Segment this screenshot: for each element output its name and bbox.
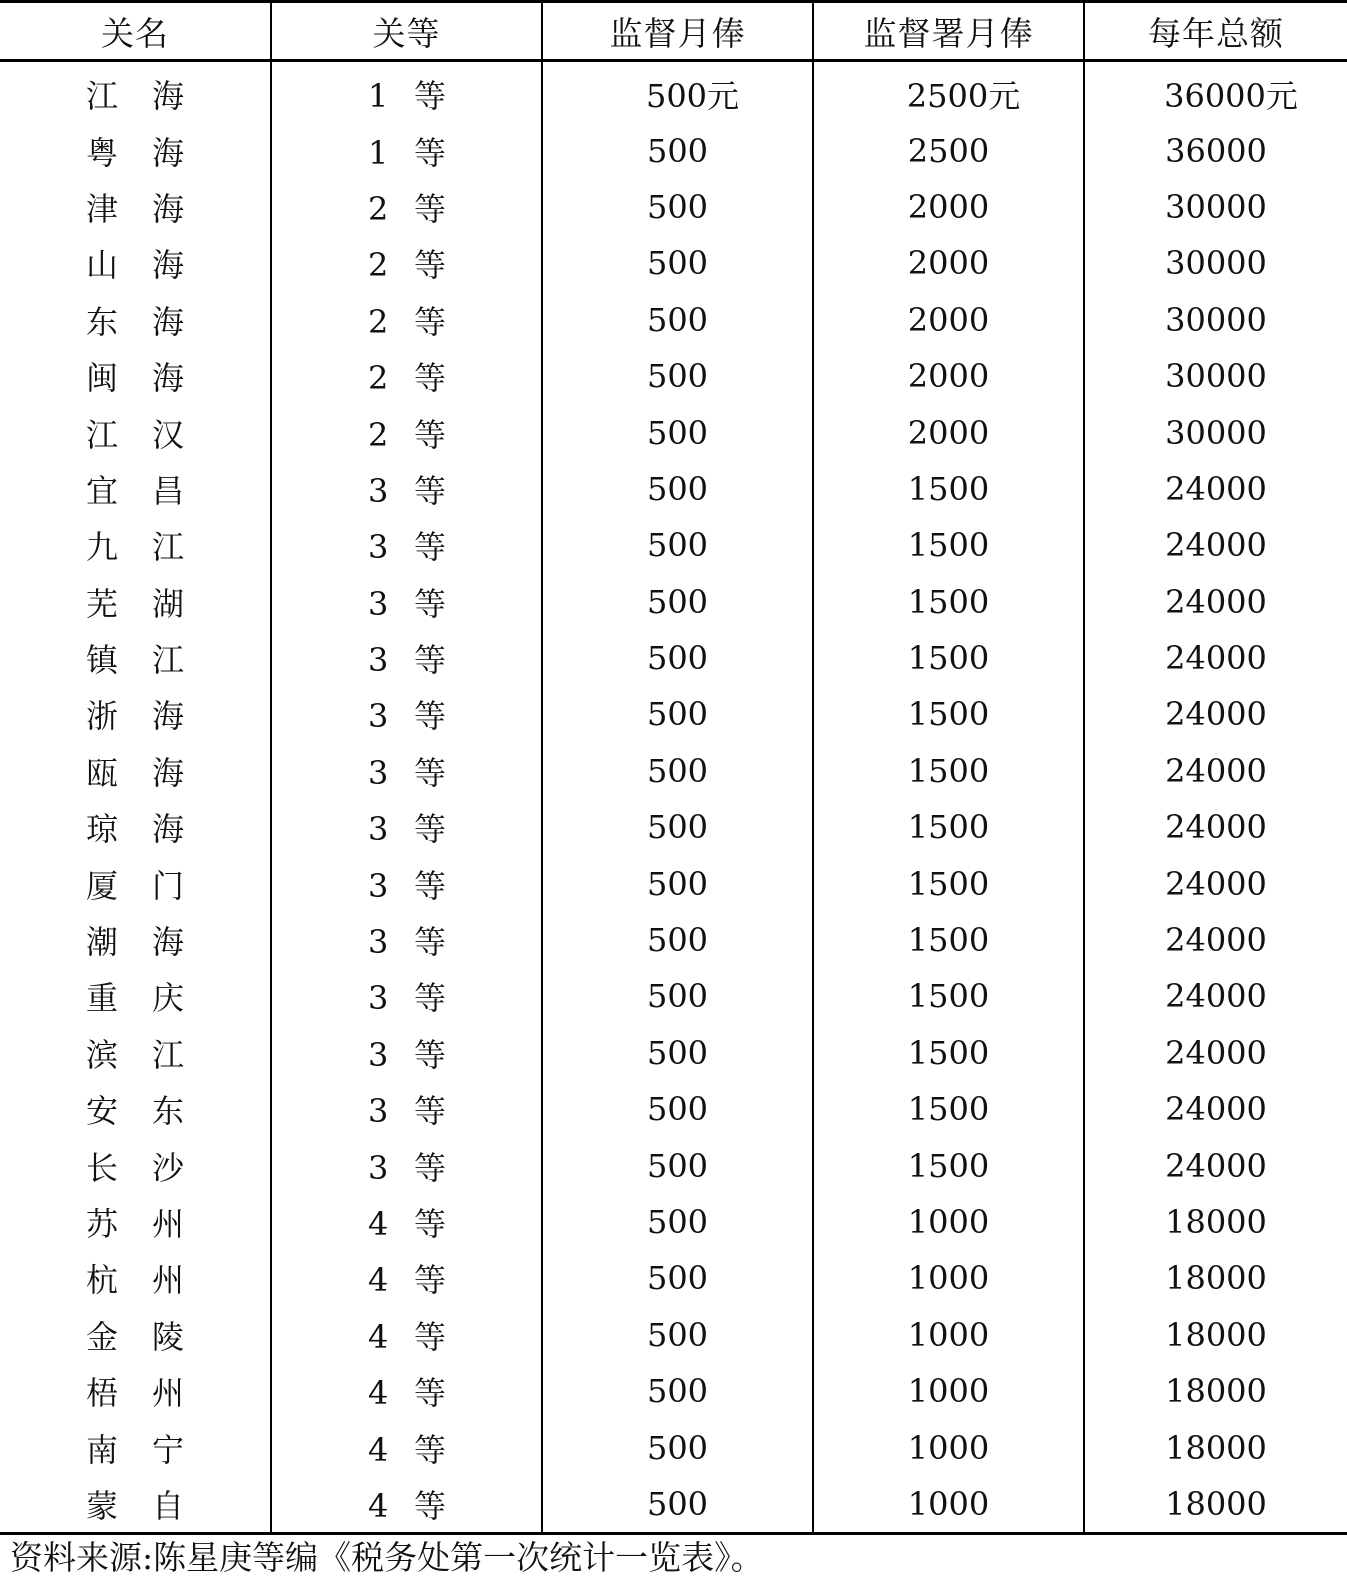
grade-suffix: 等 [414,359,447,398]
cell-customs-grade [271,1137,542,1193]
table-row [0,1250,1347,1306]
cell-annual-total: 24000 [1084,968,1347,1024]
cell-supervisor-salary: 500 [542,1250,813,1306]
grade-number: 3 [368,641,389,680]
cell-annual-total: 24000 [1084,1137,1347,1193]
customs-name-char-1: 滨 [86,1035,119,1074]
cell-office-salary: 1500 [813,855,1084,911]
table-row [0,1419,1347,1475]
cell-customs-grade [271,968,542,1024]
cell-customs-name [0,461,271,517]
table-row [0,799,1347,855]
cell-office-salary: 1500 [813,574,1084,630]
cell-annual-total: 18000 [1084,1476,1347,1534]
cell-supervisor-salary: 500 [542,968,813,1024]
cell-supervisor-salary: 500 [542,574,813,630]
table-row [0,1476,1347,1534]
cell-customs-grade [271,61,542,123]
grade-suffix: 等 [414,189,447,228]
customs-name-char-1: 江 [86,415,119,454]
cell-annual-total: 36000元 [1084,61,1347,123]
customs-name-char-2: 海 [152,697,185,736]
cell-customs-name [0,179,271,235]
header-row [0,2,1347,61]
cell-annual-total: 24000 [1084,912,1347,968]
grade-number: 3 [368,753,389,792]
customs-name-char-1: 山 [86,246,119,285]
customs-name-char-1: 蒙 [86,1486,119,1525]
cell-customs-name [0,1363,271,1419]
cell-supervisor-salary: 500 [542,912,813,968]
cell-customs-grade [271,235,542,291]
customs-name-char-2: 庆 [152,979,185,1018]
cell-office-salary: 2500元 [813,61,1084,123]
table-row [0,348,1347,404]
cell-supervisor-salary: 500 [542,235,813,291]
customs-name-char-1: 南 [86,1430,119,1469]
cell-customs-name [0,292,271,348]
grade-number: 4 [368,1261,389,1300]
grade-suffix: 等 [414,1092,447,1131]
customs-name-char-1: 金 [86,1317,119,1356]
customs-name-char-1: 重 [86,979,119,1018]
table-row [0,61,1347,123]
grade-number: 3 [368,979,389,1018]
cell-office-salary: 1500 [813,743,1084,799]
grade-number: 1 [368,133,389,172]
grade-number: 1 [368,77,389,116]
cell-supervisor-salary: 500 [542,1363,813,1419]
cell-customs-grade [271,574,542,630]
grade-number: 3 [368,471,389,510]
cell-annual-total: 24000 [1084,574,1347,630]
cell-office-salary: 1500 [813,1081,1084,1137]
grade-number: 2 [368,302,389,341]
grade-suffix: 等 [414,1486,447,1525]
grade-suffix: 等 [414,584,447,623]
cell-office-salary: 1000 [813,1363,1084,1419]
cell-office-salary: 1500 [813,1025,1084,1081]
cell-supervisor-salary: 500 [542,1025,813,1081]
cell-customs-grade [271,461,542,517]
grade-number: 2 [368,189,389,228]
table-header [0,2,1347,61]
header-customs-name: 关名 [0,2,271,61]
customs-name-char-1: 粤 [86,133,119,172]
cell-annual-total: 24000 [1084,855,1347,911]
table-row [0,912,1347,968]
cell-supervisor-salary: 500 [542,179,813,235]
grade-suffix: 等 [414,810,447,849]
grade-suffix: 等 [414,415,447,454]
table-row [0,855,1347,911]
table-row [0,630,1347,686]
grade-number: 3 [368,810,389,849]
customs-name-char-1: 瓯 [86,753,119,792]
cell-office-salary: 1500 [813,799,1084,855]
customs-name-char-2: 海 [152,359,185,398]
cell-customs-name [0,1194,271,1250]
cell-annual-total: 24000 [1084,461,1347,517]
cell-office-salary: 1000 [813,1307,1084,1363]
cell-customs-name [0,686,271,742]
cell-office-salary: 1500 [813,912,1084,968]
table-row [0,1081,1347,1137]
cell-supervisor-salary: 500 [542,1137,813,1193]
customs-name-char-2: 自 [152,1486,185,1525]
table-row [0,686,1347,742]
cell-supervisor-salary: 500元 [542,61,813,123]
table-row [0,1363,1347,1419]
table-body [0,61,1347,1534]
cell-supervisor-salary: 500 [542,461,813,517]
customs-name-char-2: 汉 [152,415,185,454]
cell-customs-grade [271,292,542,348]
cell-annual-total: 18000 [1084,1419,1347,1475]
grade-number: 3 [368,923,389,962]
cell-office-salary: 2000 [813,292,1084,348]
cell-customs-name [0,1250,271,1306]
grade-number: 4 [368,1374,389,1413]
header-customs-grade: 关等 [271,2,542,61]
cell-annual-total: 24000 [1084,630,1347,686]
grade-suffix: 等 [414,1205,447,1243]
customs-name-char-1: 九 [86,528,119,567]
cell-supervisor-salary: 500 [542,1307,813,1363]
cell-customs-grade [271,404,542,460]
cell-customs-name [0,1137,271,1193]
cell-supervisor-salary: 500 [542,855,813,911]
customs-name-char-2: 东 [152,1092,185,1131]
cell-customs-grade [271,855,542,911]
customs-name-char-2: 海 [152,753,185,792]
table-row [0,574,1347,630]
header-annual-total: 每年总额 [1084,2,1347,61]
grade-number: 3 [368,1148,389,1187]
cell-annual-total: 30000 [1084,179,1347,235]
cell-office-salary: 1500 [813,1137,1084,1193]
cell-customs-grade [271,179,542,235]
cell-supervisor-salary: 500 [542,292,813,348]
cell-annual-total: 18000 [1084,1307,1347,1363]
cell-customs-grade [271,912,542,968]
customs-name-char-1: 琼 [86,810,119,849]
cell-customs-name [0,743,271,799]
customs-name-char-2: 昌 [152,471,185,510]
cell-customs-grade [271,1419,542,1475]
cell-office-salary: 1500 [813,968,1084,1024]
cell-office-salary: 1000 [813,1476,1084,1534]
customs-name-char-1: 宜 [86,471,119,510]
grade-suffix: 等 [414,1430,447,1469]
grade-number: 3 [368,528,389,567]
table-row [0,1307,1347,1363]
cell-customs-name [0,1419,271,1475]
cell-office-salary: 2000 [813,404,1084,460]
cell-customs-name [0,574,271,630]
grade-number: 3 [368,584,389,623]
customs-name-char-2: 海 [152,189,185,228]
cell-supervisor-salary: 500 [542,348,813,404]
customs-name-char-1: 江 [86,77,119,116]
cell-customs-name [0,61,271,123]
cell-customs-grade [271,1307,542,1363]
grade-suffix: 等 [414,641,447,680]
cell-annual-total: 24000 [1084,517,1347,573]
table-row [0,968,1347,1024]
cell-supervisor-salary: 500 [542,799,813,855]
grade-number: 2 [368,359,389,398]
grade-suffix: 等 [414,866,447,905]
customs-name-char-1: 闽 [86,359,119,398]
customs-name-char-2: 海 [152,302,185,341]
customs-name-char-2: 陵 [152,1317,185,1356]
table-row [0,517,1347,573]
grade-suffix: 等 [414,471,447,510]
cell-annual-total: 24000 [1084,1081,1347,1137]
cell-customs-grade [271,348,542,404]
cell-customs-grade [271,1081,542,1137]
cell-customs-name [0,122,271,178]
grade-suffix: 等 [414,753,447,792]
grade-number: 4 [368,1486,389,1525]
cell-customs-name [0,855,271,911]
table-row [0,1137,1347,1193]
cell-customs-name [0,404,271,460]
grade-suffix: 等 [414,246,447,285]
customs-name-char-2: 沙 [152,1148,185,1187]
cell-supervisor-salary: 500 [542,404,813,460]
cell-customs-grade [271,122,542,178]
grade-number: 4 [368,1430,389,1469]
customs-name-char-2: 江 [152,641,185,680]
customs-name-char-2: 海 [152,246,185,285]
grade-suffix: 等 [414,979,447,1018]
customs-name-char-1: 津 [86,189,119,228]
cell-customs-name [0,348,271,404]
table-row [0,743,1347,799]
cell-office-salary: 1500 [813,461,1084,517]
cell-annual-total: 30000 [1084,404,1347,460]
table-row [0,292,1347,348]
cell-annual-total: 36000 [1084,122,1347,178]
cell-annual-total: 30000 [1084,348,1347,404]
grade-suffix: 等 [414,1317,447,1356]
cell-customs-name [0,799,271,855]
grade-suffix: 等 [414,302,447,341]
customs-name-char-2: 门 [152,866,185,905]
grade-suffix: 等 [414,528,447,567]
grade-suffix: 等 [414,1148,447,1187]
cell-customs-name [0,1307,271,1363]
cell-office-salary: 1500 [813,686,1084,742]
cell-customs-grade [271,686,542,742]
cell-office-salary: 1000 [813,1250,1084,1306]
cell-supervisor-salary: 500 [542,1476,813,1534]
table-row [0,179,1347,235]
customs-name-char-1: 苏 [86,1205,119,1243]
cell-supervisor-salary: 500 [542,743,813,799]
cell-customs-name [0,517,271,573]
customs-name-char-1: 长 [86,1148,119,1187]
cell-supervisor-salary: 500 [542,1419,813,1475]
customs-name-char-1: 东 [86,302,119,341]
cell-customs-grade [271,1194,542,1250]
cell-supervisor-salary: 500 [542,686,813,742]
cell-office-salary: 2000 [813,348,1084,404]
customs-name-char-1: 梧 [86,1374,119,1413]
cell-annual-total: 18000 [1084,1250,1347,1306]
cell-supervisor-salary: 500 [542,1081,813,1137]
cell-office-salary: 1000 [813,1419,1084,1475]
grade-number: 4 [368,1205,389,1243]
customs-name-char-1: 潮 [86,923,119,962]
cell-customs-name [0,630,271,686]
header-office-salary: 监督署月俸 [813,2,1084,61]
cell-office-salary: 1500 [813,517,1084,573]
customs-name-char-1: 安 [86,1092,119,1131]
customs-name-char-2: 海 [152,77,185,116]
customs-name-char-1: 镇 [86,641,119,680]
table-row [0,404,1347,460]
cell-customs-name [0,912,271,968]
cell-office-salary: 1500 [813,630,1084,686]
table-row [0,235,1347,291]
cell-supervisor-salary: 500 [542,630,813,686]
customs-name-char-2: 湖 [152,584,185,623]
cell-office-salary: 2000 [813,235,1084,291]
grade-number: 3 [368,1092,389,1131]
customs-name-char-2: 海 [152,923,185,962]
customs-name-char-1: 芜 [86,584,119,623]
cell-annual-total: 24000 [1084,743,1347,799]
cell-office-salary: 2000 [813,179,1084,235]
customs-name-char-1: 杭 [86,1261,119,1300]
cell-customs-grade [271,1025,542,1081]
cell-customs-grade [271,799,542,855]
source-note: 资料来源:陈星庚等编《税务处第一次统计一览表》。 [10,1538,764,1577]
grade-suffix: 等 [414,923,447,962]
customs-name-char-2: 州 [152,1261,185,1300]
customs-name-char-2: 海 [152,810,185,849]
grade-suffix: 等 [414,697,447,736]
table-row [0,122,1347,178]
cell-annual-total: 30000 [1084,292,1347,348]
cell-supervisor-salary: 500 [542,517,813,573]
customs-name-char-2: 江 [152,1035,185,1074]
table-row [0,461,1347,517]
customs-name-char-2: 州 [152,1374,185,1413]
grade-suffix: 等 [414,1261,447,1300]
cell-customs-name [0,1081,271,1137]
cell-annual-total: 24000 [1084,799,1347,855]
grade-number: 2 [368,246,389,285]
grade-number: 4 [368,1317,389,1356]
cell-supervisor-salary: 500 [542,122,813,178]
customs-name-char-1: 厦 [86,866,119,905]
grade-suffix: 等 [414,77,447,116]
cell-customs-grade [271,1476,542,1534]
cell-customs-grade [271,1363,542,1419]
cell-customs-name [0,1025,271,1081]
cell-customs-grade [271,743,542,799]
customs-name-char-1: 浙 [86,697,119,736]
grade-suffix: 等 [414,1035,447,1074]
cell-office-salary: 1000 [813,1194,1084,1250]
customs-name-char-2: 江 [152,528,185,567]
cell-customs-grade [271,517,542,573]
cell-customs-name [0,235,271,291]
header-supervisor-salary: 监督月俸 [542,2,813,61]
customs-name-char-2: 宁 [152,1430,185,1469]
cell-annual-total: 18000 [1084,1194,1347,1250]
cell-customs-grade [271,630,542,686]
table-row [0,1025,1347,1081]
customs-name-char-2: 州 [152,1205,185,1243]
grade-number: 3 [368,1035,389,1074]
cell-annual-total: 24000 [1084,686,1347,742]
grade-number: 3 [368,697,389,736]
customs-name-char-2: 海 [152,133,185,172]
cell-office-salary: 2500 [813,122,1084,178]
grade-suffix: 等 [414,133,447,172]
grade-number: 3 [368,866,389,905]
cell-annual-total: 30000 [1084,235,1347,291]
grade-number: 2 [368,415,389,454]
cell-supervisor-salary: 500 [542,1194,813,1250]
table-row [0,1194,1347,1250]
cell-customs-name [0,968,271,1024]
cell-annual-total: 24000 [1084,1025,1347,1081]
grade-suffix: 等 [414,1374,447,1413]
cell-customs-name [0,1476,271,1534]
cell-annual-total: 18000 [1084,1363,1347,1419]
cell-customs-grade [271,1250,542,1306]
